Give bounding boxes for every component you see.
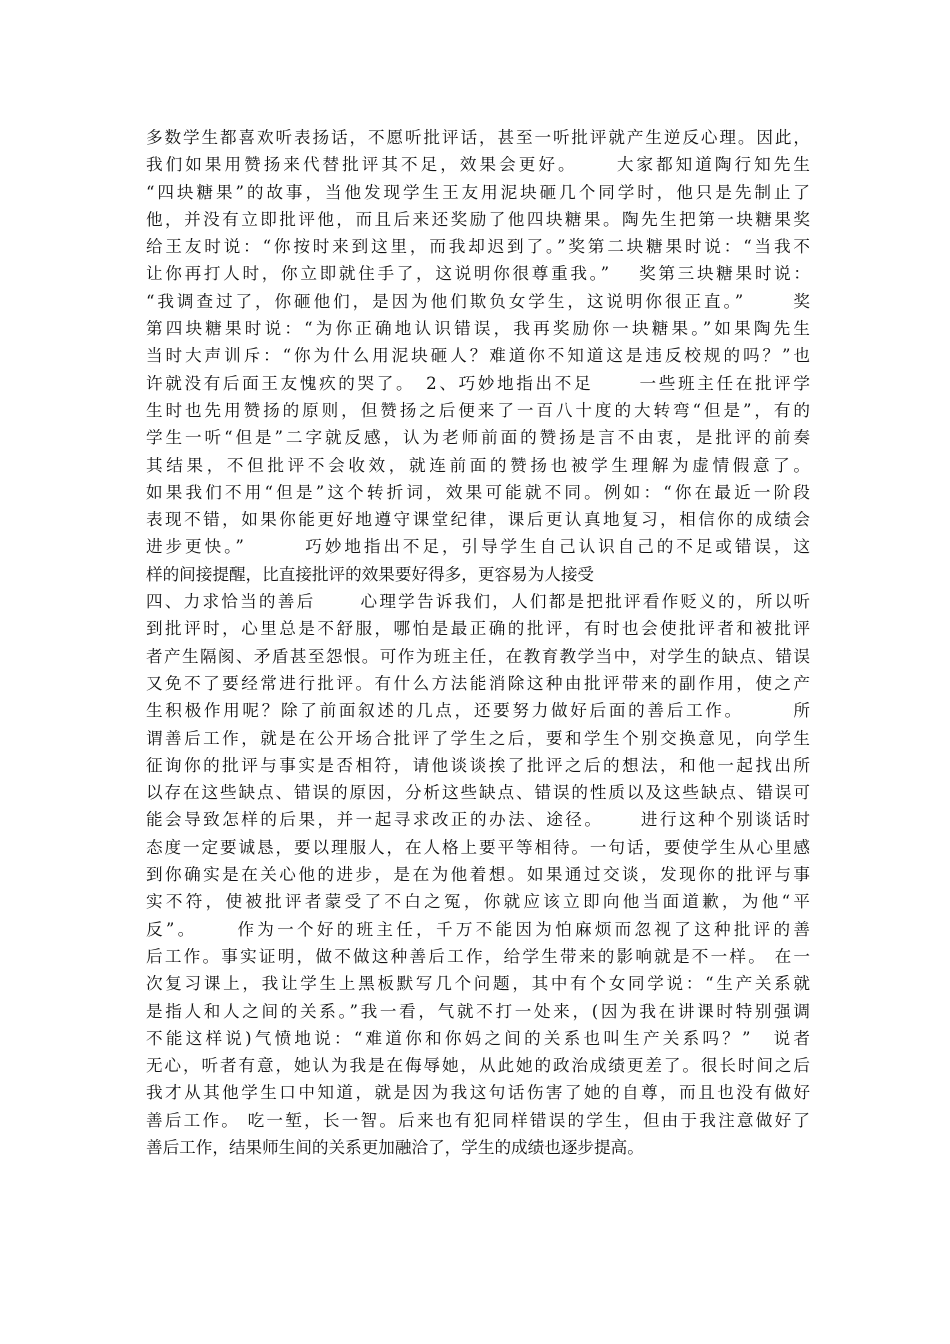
text-line: 如果我们不用“但是”这个转折词，效果可能就不同。例如：“你在最近一阶段: [146, 482, 810, 502]
text-line: 到你确实是在关心他的进步，是在为他着想。如果通过交谈，发现你的批评与事: [146, 865, 810, 885]
text-line: 不能这样说)气愤地说：“难道你和你妈之间的关系也叫生产关系吗？” 说者: [146, 1028, 810, 1048]
text-line: 生积极作用呢？除了前面叙述的几点，还要努力做好后面的善后工作。 所: [146, 701, 810, 721]
text-line: 以存在这些缺点、错误的原因，分析这些缺点、错误的性质以及这些缺点、错误可: [146, 783, 810, 803]
text-line: “四块糖果”的故事，当他发现学生王友用泥块砸几个同学时，他只是先制止了: [146, 182, 810, 202]
text-line: 能会导致怎样的后果，并一起寻求改正的办法、途径。 进行这种个别谈话时: [146, 810, 810, 830]
text-line: 反”。 作为一个好的班主任，千万不能因为怕麻烦而忽视了这种批评的善: [146, 919, 810, 939]
text-line: 多数学生都喜欢听表扬话，不愿听批评话，甚至一听批评就产生逆反心理。因此，: [146, 128, 810, 147]
text-line: 当时大声训斥：“你为什么用泥块砸人？难道你不知道这是违反校规的吗？”也: [146, 346, 810, 366]
text-line: 善后工作。 吃一堑，长一智。后来也有犯同样错误的学生，但由于我注意做好了: [146, 1110, 810, 1130]
text-line: 善后工作，结果师生间的关系更加融洽了，学生的成绩也逐步提高。: [146, 1137, 644, 1157]
text-line: 谓善后工作，就是在公开场合批评了学生之后，要和学生个别交换意见，向学生: [146, 728, 810, 748]
text-line: 无心，听者有意，她认为我是在侮辱她，从此她的政治成绩更差了。很长时间之后: [146, 1056, 810, 1076]
text-line: 第四块糖果时说：“为你正确地认识错误，我再奖励你一块糖果。”如果陶先生: [146, 319, 810, 339]
text-line: 实不符，使被批评者蒙受了不白之冤，你就应该立即向他当面道歉，为他“平: [146, 892, 810, 912]
text-line: “我调查过了，你砸他们，是因为他们欺负女学生，这说明你很正直。” 奖: [146, 291, 810, 311]
body-text: [146, 124, 810, 1161]
text-line: 次复习课上，我让学生上黑板默写几个问题，其中有个女同学说：“生产关系就: [146, 974, 810, 994]
text-line: 我才从其他学生口中知道，就是因为我这句话伤害了她的自尊，而且也没有做好: [146, 1083, 810, 1103]
text-line: 征询你的批评与事实是否相符，请他谈谈挨了批评之后的想法，和他一起找出所: [146, 755, 810, 775]
text-line: 他，并没有立即批评他，而且后来还奖励了他四块糖果。陶先生把第一块糖果奖: [146, 209, 810, 229]
text-line: 到批评时，心里总是不舒服，哪怕是最正确的批评，有时也会使批评者和被批评: [146, 619, 810, 639]
text-line: 许就没有后面王友愧疚的哭了。 2、巧妙地指出不足 一些班主任在批评学: [146, 373, 810, 393]
text-line: 学生一听“但是”二字就反感，认为老师前面的赞扬是言不由衷，是批评的前奏: [146, 428, 810, 448]
text-line: 又免不了要经常进行批评。有什么方法能消除这种由批评带来的副作用，使之产: [146, 673, 810, 693]
text-line: 态度一定要诚恳，要以理服人，在人格上要平等相待。一句话，要使学生从心里感: [146, 837, 810, 857]
section-heading-line: 四、力求恰当的善后 心理学告诉我们，人们都是把批评看作贬义的，所以听: [146, 592, 810, 612]
text-line: 其结果，不但批评不会收效，就连前面的赞扬也被学生理解为虚情假意了。: [146, 455, 810, 475]
text-line: 进步更快。” 巧妙地指出不足，引导学生自己认识自己的不足或错误，这: [146, 537, 810, 557]
text-line: 我们如果用赞扬来代替批评其不足，效果会更好。 大家都知道陶行知先生: [146, 155, 810, 175]
text-line: 样的间接提醒，比直接批评的效果要好得多，更容易为人接受: [146, 564, 595, 584]
text-line: 生时也先用赞扬的原则，但赞扬之后便来了一百八十度的大转弯“但是”，有的: [146, 400, 810, 420]
text-line: 给王友时说：“你按时来到这里，而我却迟到了。”奖第二块糖果时说：“当我不: [146, 237, 810, 257]
text-line: 后工作。事实证明，做不做这种善后工作，给学生带来的影响就是不一样。 在一: [146, 946, 810, 966]
text-line: 让你再打人时，你立即就住手了，这说明你很尊重我。” 奖第三块糖果时说：: [146, 264, 810, 284]
text-line: 表现不错，如果你能更好地遵守课堂纪律，课后更认真地复习，相信你的成绩会: [146, 510, 810, 530]
text-line: 者产生隔阂、矛盾甚至怨恨。可作为班主任，在教育教学当中，对学生的缺点、错误: [146, 646, 810, 666]
text-line: 是指人和人之间的关系。”我一看，气就不打一处来，(因为我在讲课时特别强调: [146, 1001, 810, 1021]
